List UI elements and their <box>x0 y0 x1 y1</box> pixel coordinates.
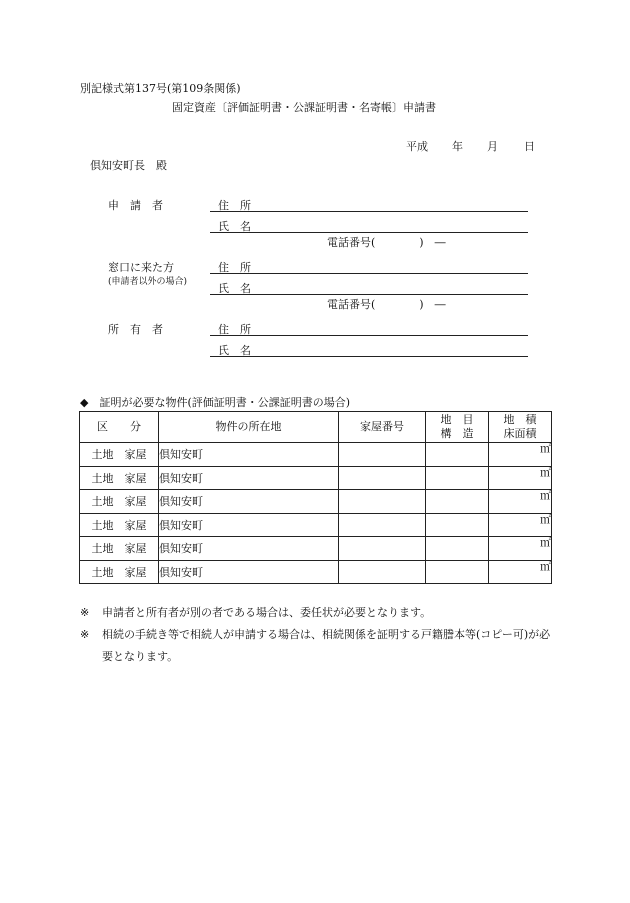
row-land-category[interactable] <box>426 537 489 561</box>
applicant-address-label: 住 所 <box>218 199 251 212</box>
row-house-no[interactable] <box>339 490 426 514</box>
visitor-label: 窓口に来た方 <box>108 261 174 274</box>
table-row <box>80 560 552 584</box>
form-title: 固定資産〔評価証明書・公課証明書・名寄帳〕申請書 <box>172 101 436 114</box>
note-text: 相続の手続き等で相続人が申請する場合は、相続関係を証明する戸籍謄本等(コピー可)が必要となります。 <box>102 628 551 663</box>
row-kubun[interactable]: 土地 家屋 <box>80 537 159 561</box>
row-land-category[interactable] <box>426 466 489 490</box>
row-house-no[interactable] <box>339 560 426 584</box>
row-kubun[interactable]: 土地 家屋 <box>80 443 159 467</box>
owner-name-label: 氏 名 <box>218 344 251 357</box>
row-house-no[interactable] <box>339 443 426 467</box>
visitor-phone: 電話番号( ) ― <box>327 298 446 311</box>
date-year: 年 <box>452 140 463 153</box>
row-house-no[interactable] <box>339 466 426 490</box>
row-area[interactable]: ㎡ <box>489 466 552 490</box>
row-location[interactable]: 倶知安町 <box>159 466 339 490</box>
row-area[interactable]: ㎡ <box>489 560 552 584</box>
row-area[interactable]: ㎡ <box>489 490 552 514</box>
owner-address-label: 住 所 <box>218 323 251 336</box>
form-number: 別記様式第137号(第109条関係) <box>80 82 241 95</box>
header-land-category <box>426 412 489 443</box>
addressee: 倶知安町長 殿 <box>90 159 167 172</box>
owner-address-line[interactable] <box>210 335 528 336</box>
row-kubun[interactable]: 土地 家屋 <box>80 466 159 490</box>
row-kubun[interactable]: 土地 家屋 <box>80 560 159 584</box>
table-row <box>80 537 552 561</box>
table-row <box>80 513 552 537</box>
row-location[interactable]: 倶知安町 <box>159 490 339 514</box>
applicant-name-label: 氏 名 <box>218 220 251 233</box>
row-kubun[interactable]: 土地 家屋 <box>80 513 159 537</box>
row-location[interactable]: 倶知安町 <box>159 513 339 537</box>
row-land-category[interactable] <box>426 490 489 514</box>
note-2 <box>80 624 560 668</box>
row-land-category[interactable] <box>426 443 489 467</box>
date-era: 平成 <box>406 140 428 153</box>
row-house-no[interactable] <box>339 537 426 561</box>
note-mark: ※ <box>80 606 90 619</box>
note-mark: ※ <box>80 628 90 641</box>
date-month: 月 <box>487 140 498 153</box>
owner-label: 所 有 者 <box>108 323 163 336</box>
date-day: 日 <box>524 140 535 153</box>
applicant-address-line[interactable] <box>210 211 528 212</box>
header-house-no: 家屋番号 <box>339 412 426 443</box>
visitor-sublabel: (申請者以外の場合) <box>108 277 188 287</box>
table-header-row <box>80 412 552 443</box>
row-area[interactable]: ㎡ <box>489 513 552 537</box>
visitor-address-label: 住 所 <box>218 261 251 274</box>
visitor-name-label: 氏 名 <box>218 282 251 295</box>
note-text: 申請者と所有者が別の者である場合は、委任状が必要となります。 <box>102 606 432 619</box>
header-kubun: 区 分 <box>80 412 159 443</box>
row-location[interactable]: 倶知安町 <box>159 443 339 467</box>
header-area-line1: 地 積 <box>503 413 537 426</box>
header-area <box>489 412 552 443</box>
table-row <box>80 466 552 490</box>
applicant-phone: 電話番号( ) ― <box>327 236 446 249</box>
row-area[interactable]: ㎡ <box>489 443 552 467</box>
property-table <box>79 411 552 584</box>
applicant-label: 申 請 者 <box>108 199 163 212</box>
applicant-name-line[interactable] <box>210 232 528 233</box>
visitor-name-line[interactable] <box>210 294 528 295</box>
note-1 <box>80 602 560 624</box>
row-location[interactable]: 倶知安町 <box>159 560 339 584</box>
header-land-line2: 構 造 <box>440 427 474 440</box>
row-house-no[interactable] <box>339 513 426 537</box>
table-row <box>80 443 552 467</box>
row-kubun[interactable]: 土地 家屋 <box>80 490 159 514</box>
row-land-category[interactable] <box>426 560 489 584</box>
section-heading: ◆ 証明が必要な物件(評価証明書・公課証明書の場合) <box>80 396 351 409</box>
row-land-category[interactable] <box>426 513 489 537</box>
visitor-address-line[interactable] <box>210 273 528 274</box>
table-row <box>80 490 552 514</box>
header-area-line2: 床面積 <box>503 427 537 440</box>
header-location: 物件の所在地 <box>159 412 339 443</box>
owner-name-line[interactable] <box>210 356 528 357</box>
row-area[interactable]: ㎡ <box>489 537 552 561</box>
header-land-line1: 地 目 <box>440 413 474 426</box>
row-location[interactable]: 倶知安町 <box>159 537 339 561</box>
